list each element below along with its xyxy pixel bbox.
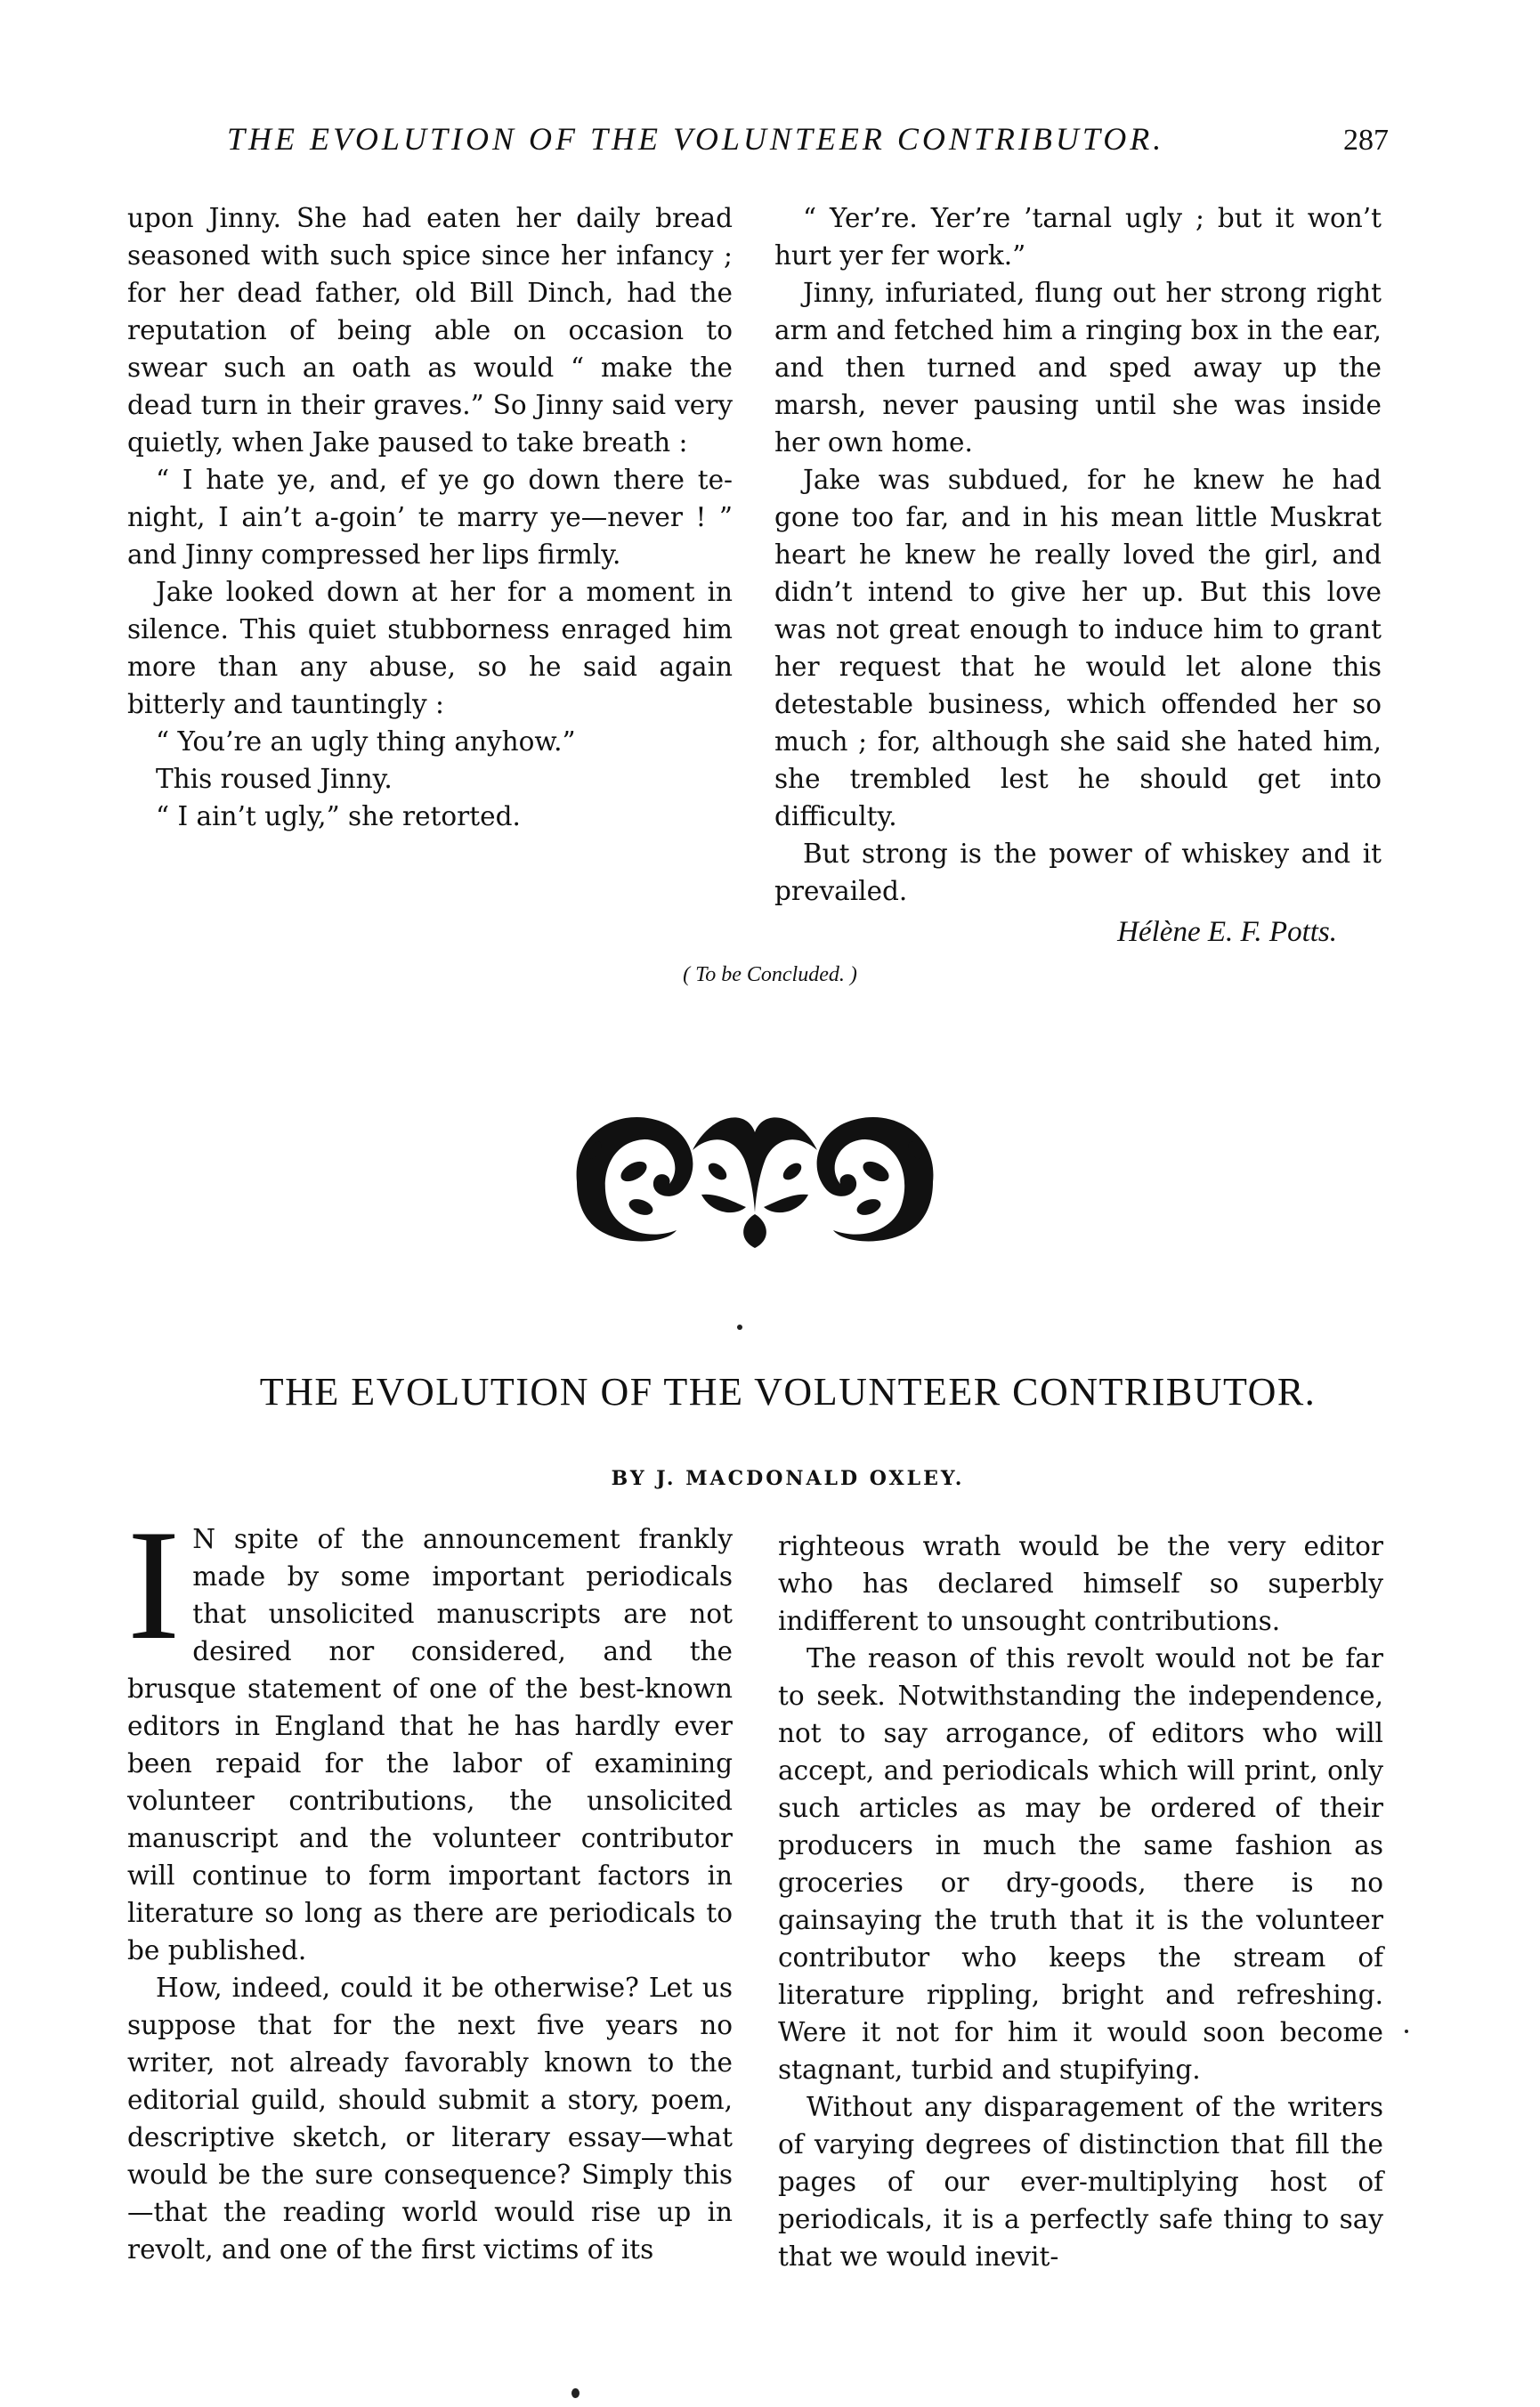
story-paragraph: Jake was subdued, for he knew he had gone too far, and in his mean little Muskrat heart he knew he really loved the girl, and didn’t intend to give her up. But this love was not great enough to induce him to grant her request that he would let alone this detestable business, which offended her so much ; for, although she said she hated him, she trembled lest he should get into difficulty.: [774, 465, 1382, 831]
floral-ornament-icon: [559, 1097, 951, 1250]
article-column-left: [127, 1496, 733, 2268]
article-opening-paragraph: [127, 1496, 733, 1969]
article-paragraph: The reason of this revolt would not be far to seek. Notwithstanding the independence, not to say arrogance, of editors who will accept, and periodicals which will print, only such articles as may be ordered of their producers in much the same fashion as groceries or dry-goods, there is no gainsaying the truth that it is the volunteer contributor who keeps the stream of literature rippling, bright and refreshing. Were it not for him it would soon become stagnant, turbid and stupifying.: [778, 1643, 1383, 2085]
story-paragraph: Jinny, infuriated, flung out her strong right arm and fetched him a ringing box in the ear, and then turned and sped away up the marsh, never pausing until she was inside her own home.: [774, 278, 1382, 458]
story-paragraph: Jake looked down at her for a moment in silence. This quiet stubborness enraged him more than any abuse, so he said again bitterly and tauntingly :: [127, 577, 733, 719]
story-paragraph: “ You’re an ugly thing anyhow.”: [156, 726, 576, 757]
article-paragraph: righteous wrath would be the very editor who has declared himself so superbly indifferent to unsought contributions.: [778, 1531, 1383, 1636]
opening-paragraph-text: N spite of the announcement frankly made by some important periodicals that unsolicited manuscripts are not desired nor considered, and the brusque statement of one of the best-known editors in England that he has hardly ever been repaid for the labor of examining volunteer contributions, the unsolicited manuscript and the volunteer contributor will continue to form important factors in literature so long as there are periodicals to be published.: [127, 1524, 733, 1965]
story-paragraph: “ I hate ye, and, ef ye go down there te-night, I ain’t a-goin’ te marry ye—never ! ” and Jinny compressed her lips firmly.: [127, 465, 733, 570]
story-paragraph: “ I ain’t ugly,” she retorted.: [156, 801, 521, 831]
page-header: [125, 120, 1389, 158]
story-paragraph: “ Yer’re. Yer’re ’tarnal ugly ; but it won’t hurt yer fer work.”: [774, 203, 1382, 271]
article-title: THE EVOLUTION OF THE VOLUNTEER CONTRIBUTOR.: [259, 1370, 1317, 1414]
story-column-right: [774, 199, 1382, 951]
story-paragraph: This roused Jinny.: [156, 764, 393, 794]
page-number: 287: [1343, 124, 1389, 157]
continuation-note: ( To be Concluded. ): [683, 963, 857, 986]
article-byline: BY J. MACDONALD OXLEY.: [611, 1467, 965, 1490]
story-column-left: [127, 199, 733, 835]
print-speck: [737, 1325, 742, 1330]
article-paragraph: Without any disparagement of the writers of varying degrees of distinction that fill the pages of our ever-multiplying host of periodicals, it is a perfectly safe thing to say that we would inevit-: [778, 2092, 1383, 2272]
print-speck: [571, 2388, 580, 2398]
article-paragraph: How, indeed, could it be otherwise? Let us suppose that for the next five years no writer, not already favorably known to the editorial guild, should submit a story, poem, descriptive sketch, or literary essay—what would be the sure consequence? Simply this—that the reading world would rise up in revolt, and one of the first victims of its: [127, 1973, 733, 2265]
author-signature: Hélène E. F. Potts.: [1117, 916, 1337, 948]
story-paragraph: upon Jinny. She had eaten her daily bread seasoned with such spice since her infancy ; for her dead father, old Bill Dinch, had the reputation of being able on occasion to swear such an oath as would “ make the dead turn in their graves.” So Jinny said very quietly, when Jake paused to take breath :: [127, 203, 733, 458]
print-speck: [1405, 2030, 1408, 2033]
drop-cap: I: [127, 1496, 181, 1673]
article-column-right: [778, 1528, 1383, 2275]
story-paragraph: But strong is the power of whiskey and it prevailed.: [774, 839, 1382, 906]
running-title: THE EVOLUTION OF THE VOLUNTEER CONTRIBUTOR.: [227, 121, 1165, 157]
